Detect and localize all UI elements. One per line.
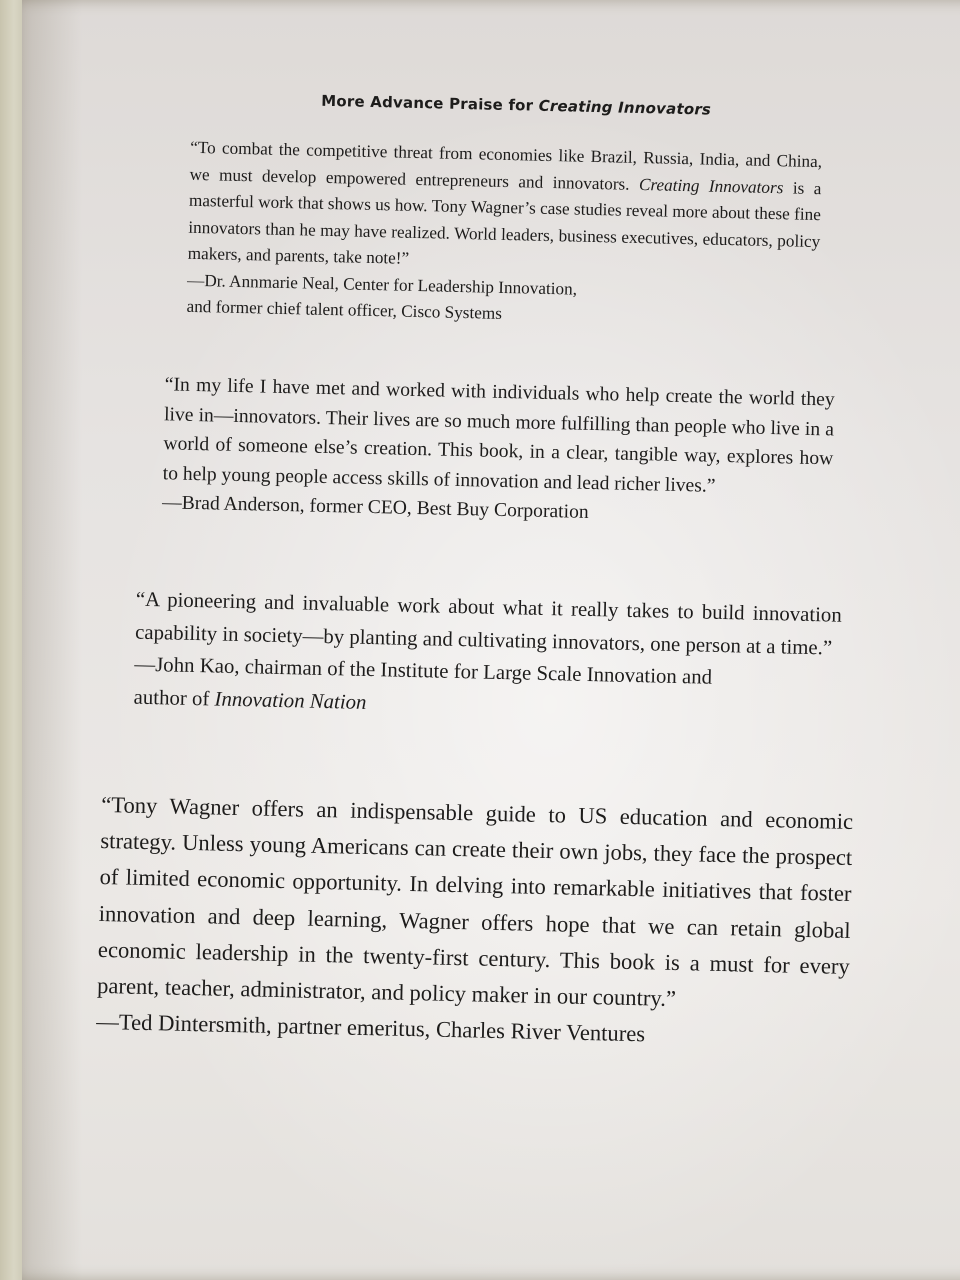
praise-quote-dintersmith	[96, 787, 854, 1057]
page-content	[7, 0, 960, 1280]
praise-quote-neal	[186, 135, 822, 335]
quote-attribution: —John Kao, chairman of the Institute for Large Scale Innovation and	[134, 652, 713, 689]
page-heading	[321, 92, 721, 119]
quote-text-part: “To combat the competitive threat from economies like Brazil, Russia, India, and China, we must develop empowered entrepreneurs and innovators.	[189, 137, 823, 194]
quote-text: “Tony Wagner offers an indispensable guide to US education and economic strategy. Unless young Americans can create their own jobs, they face the prospect of limited economic opportunity. In delving into remarkable initiatives that foster innovation and deep learning, Wagner offers hope that we can retain global economic leadership in the twenty-first century. This book is a must for every parent, teacher, administrator, and policy maker in our country.”	[96, 791, 854, 1012]
heading-book-title: Creating Innovators	[538, 96, 712, 119]
book-page	[22, 0, 960, 1280]
quote-text: “A pioneering and invaluable work about what it really takes to build innovation capability in society—by planting and cultivating innovators, one person at a time.”	[134, 587, 843, 659]
attribution-book-title: Innovation Nation	[214, 687, 367, 714]
quote-text: “In my life I have met and worked with individuals who help create the world they live in—innovators. Their lives are so much more fulfilling than people who live in a world of someone else’s creation. This book, in a clear, tangible way, explores how to help young people access skills of innovation and lead richer lives.”	[162, 374, 835, 497]
heading-prefix: More Advance Praise for	[321, 91, 539, 115]
quote-book-title: Creating Innovators	[638, 174, 784, 197]
praise-quote-anderson	[162, 370, 835, 533]
quote-text-part: is a masterful work that shows us how. Tony Wagner’s case studies reveal more about these fine innovators than he may have realized. World leaders, business executives, educators, policy makers, and parents, take note!”	[187, 177, 822, 268]
attribution-prefix: author of	[133, 685, 215, 711]
quote-attribution: and former chief talent officer, Cisco Systems	[186, 296, 503, 323]
quote-attribution: —Ted Dintersmith, partner emeritus, Charles River Ventures	[96, 1009, 646, 1047]
quote-attribution: —Brad Anderson, former CEO, Best Buy Corporation	[161, 492, 589, 523]
quote-attribution: —Dr. Annmarie Neal, Center for Leadership Innovation,	[186, 270, 578, 299]
quote-text	[187, 135, 822, 282]
praise-quote-kao	[133, 584, 842, 730]
